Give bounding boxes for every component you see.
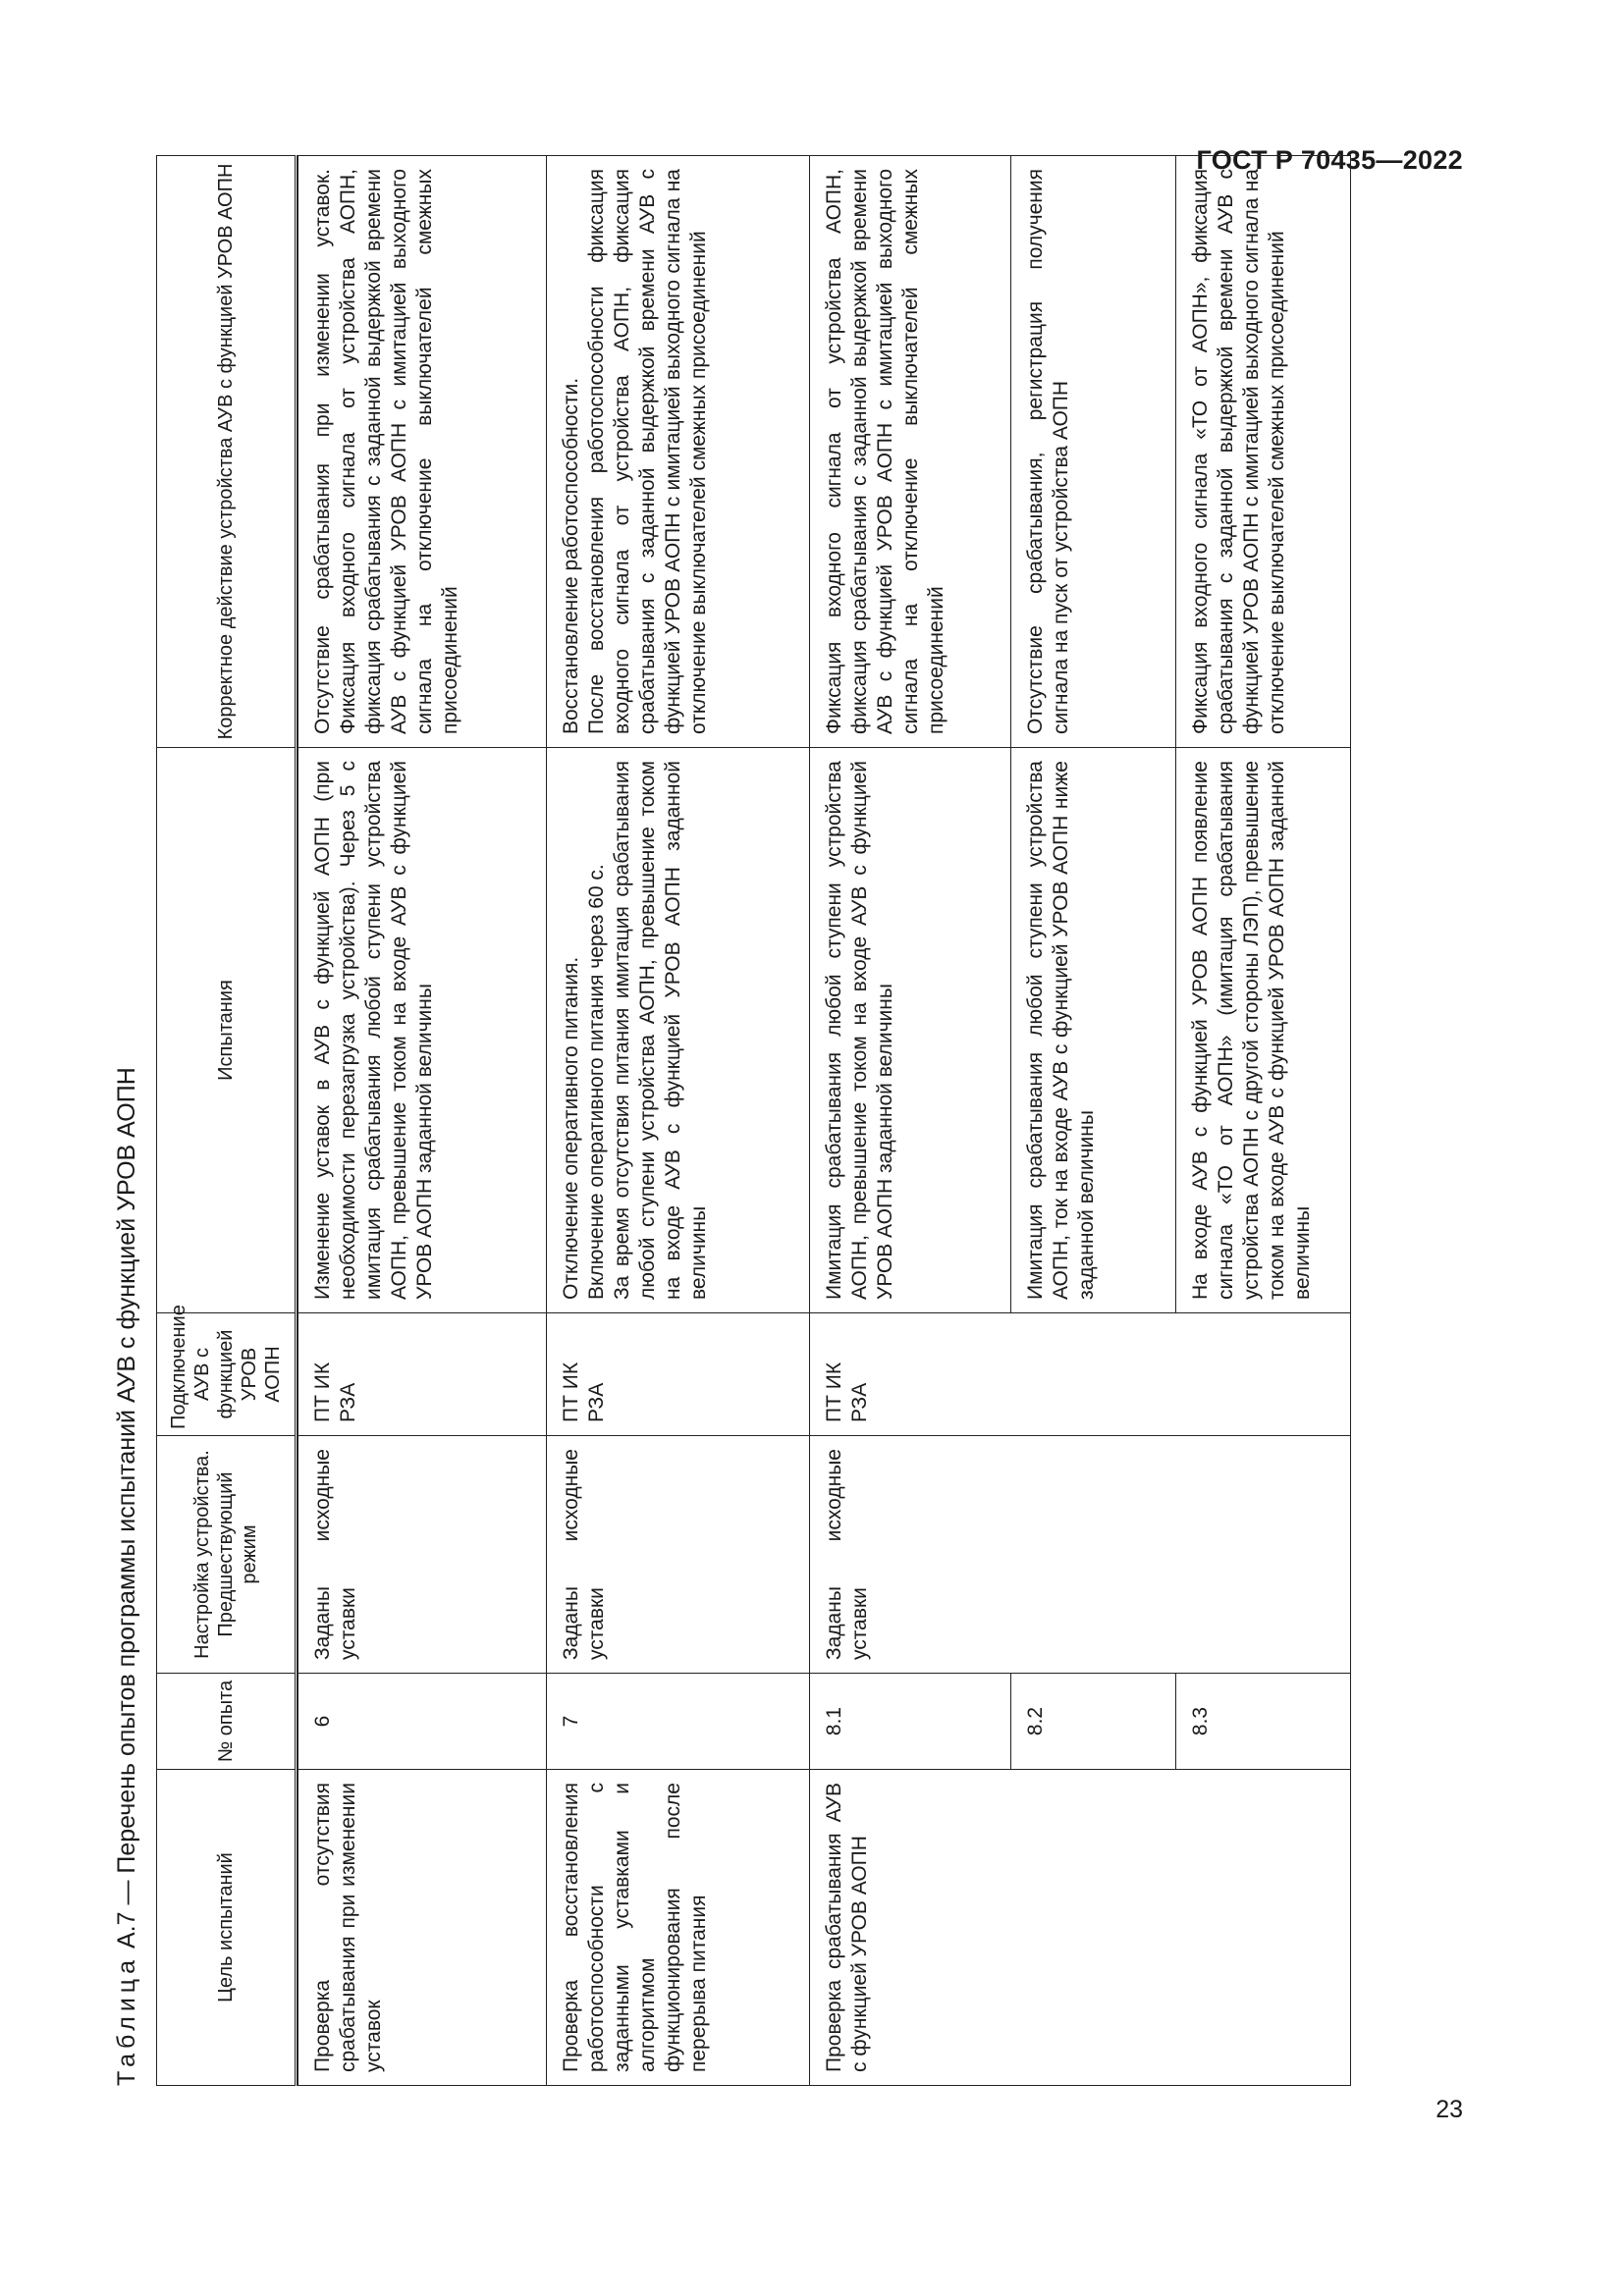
tests-line-3: За время отсутствия питания имитация срабатывания любой ступени устройства АОПН, превышение током на входе АУВ с функцией УРОВ АОПН заданной величины bbox=[611, 761, 710, 1300]
cell-goal: Проверка отсутствия срабатывания при изменении уставок bbox=[298, 1770, 547, 2086]
header-num: № опыта bbox=[157, 1674, 297, 1770]
cell-num: 6 bbox=[298, 1674, 547, 1770]
action-line-2: После восстановления работоспособности фиксация входного сигнала от устройства АОПН, фиксация срабатывания с заданной выдержкой времени АУВ с функцией УРОВ АОПН с имитацией выходного сигнала на отключение выключателей смежных присоединений bbox=[585, 169, 710, 734]
cell-action: Фиксация входного сигнала от устройства АОПН, фиксация срабатывания с заданной выдержкой времени АУВ с функцией УРОВ АОПН с имитацией выходного сигнала на отключение выключателей смежных присоединений bbox=[810, 156, 1011, 748]
table-header-row bbox=[157, 156, 297, 2086]
document-code: ГОСТ Р 70435—2022 bbox=[1196, 145, 1463, 175]
cell-setup: Заданы исходные уставки bbox=[547, 1436, 810, 1674]
cell-tests: Имитация срабатывания любой ступени устройства АОПН, превышение током на входе АУВ с функцией УРОВ АОПН заданной величины bbox=[810, 748, 1011, 1313]
cell-setup: Заданы исходные уставки bbox=[298, 1436, 547, 1674]
caption-text: А.7 — Перечень опытов программы испытаний АУВ с функцией УРОВ АОПН bbox=[113, 1067, 140, 1949]
cell-goal: Проверка восстановления работоспособности с заданными уставками и алгоритмом функционирования после перерыва питания bbox=[547, 1770, 810, 2086]
action-line-1: Восстановление работоспособности. bbox=[560, 377, 582, 734]
header-connection: Подключение АУВ с функцией УРОВ АОПН bbox=[157, 1313, 297, 1436]
cell-connection: ПТ ИК РЗА bbox=[298, 1313, 547, 1436]
rotated-table-block bbox=[102, 156, 1467, 2086]
cell-num: 8.3 bbox=[1176, 1674, 1351, 1770]
cell-tests bbox=[547, 748, 810, 1313]
header-goal: Цель испытаний bbox=[157, 1770, 297, 2086]
header-setup: Настройка устройства. Предшествующий режим bbox=[157, 1436, 297, 1674]
table-row bbox=[810, 156, 1011, 2086]
cell-num: 7 bbox=[547, 1674, 810, 1770]
table-row bbox=[547, 156, 810, 2086]
cell-tests: Имитация срабатывания любой ступени устройства АОПН, ток на входе АУВ с функцией УРОВ АОПН ниже заданной величины bbox=[1011, 748, 1176, 1313]
cell-connection: ПТ ИК РЗА bbox=[810, 1313, 1351, 1436]
cell-num: 8.1 bbox=[810, 1674, 1011, 1770]
test-program-table bbox=[156, 155, 1351, 2086]
caption-prefix: Таблица bbox=[113, 1954, 140, 2086]
tests-line-1: Отключение оперативного питания. bbox=[560, 956, 582, 1300]
tests-line-2: Включение оперативного питания через 60 с. bbox=[585, 864, 608, 1300]
cell-num: 8.2 bbox=[1011, 1674, 1176, 1770]
table-caption bbox=[102, 1067, 151, 2086]
cell-setup: Заданы исходные уставки bbox=[810, 1436, 1351, 1674]
cell-action bbox=[547, 156, 810, 748]
cell-connection: ПТ ИК РЗА bbox=[547, 1313, 810, 1436]
cell-action: Отсутствие срабатывания, регистрация получения сигнала на пуск от устройства АОПН bbox=[1011, 156, 1176, 748]
cell-action: Фиксация входного сигнала «ТО от АОПН», фиксация срабатывания с заданной выдержкой времени АУВ с функцией УРОВ АОПН с имитацией выходного сигнала на отключение выключателей смежных присоединений bbox=[1176, 156, 1351, 748]
table-row bbox=[298, 156, 547, 2086]
header-action: Корректное действие устройства АУВ с функцией УРОВ АОПН bbox=[157, 156, 297, 748]
header-tests: Испытания bbox=[157, 748, 297, 1313]
cell-tests: Изменение уставок в АУВ с функцией АОПН (при необходимости перезагрузка устройства). Через 5 с имитация срабатывания любой ступени устройства АОПН, превышение током на входе АУВ с функцией УРОВ АОПН заданной величины bbox=[298, 748, 547, 1313]
page-number: 23 bbox=[1435, 2096, 1463, 2123]
cell-action: Отсутствие срабатывания при изменении уставок. Фиксация входного сигнала от устройства АОПН, фиксация срабатывания с заданной выдержкой времени АУВ с функцией УРОВ АОПН с имитацией выходного сигнала на отключение выключателей смежных присоединений bbox=[298, 156, 547, 748]
cell-tests: На входе АУВ с функцией УРОВ АОПН появление сигнала «ТО от АОПН» (имитация срабатывания устройства АОПН с другой стороны ЛЭП), превышение током на входе АУВ с функцией УРОВ АОПН заданной величины bbox=[1176, 748, 1351, 1313]
cell-goal: Проверка срабатывания АУВ с функцией УРОВ АОПН bbox=[810, 1770, 1351, 2086]
